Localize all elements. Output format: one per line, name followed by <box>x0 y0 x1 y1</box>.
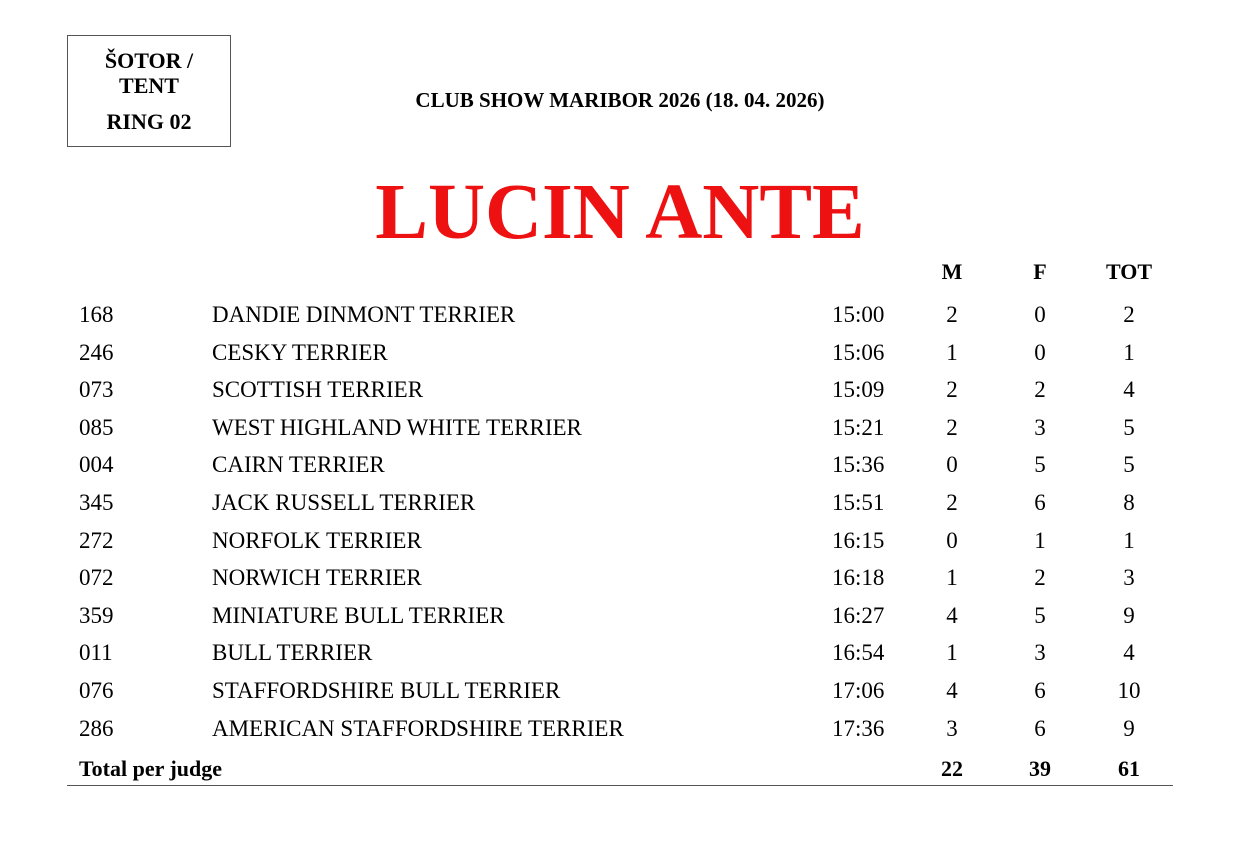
count-male: 2 <box>946 415 958 440</box>
table-row <box>0 716 1240 746</box>
breed-number: 073 <box>79 377 114 402</box>
count-male: 0 <box>946 528 958 553</box>
breed-name: NORFOLK TERRIER <box>212 528 422 553</box>
table-row <box>0 452 1240 482</box>
count-female: 0 <box>1034 340 1046 365</box>
judging-time: 15:00 <box>832 302 885 327</box>
total-m: 22 <box>941 756 963 781</box>
count-total: 4 <box>1123 377 1135 402</box>
count-female: 1 <box>1034 528 1046 553</box>
judge-name: LUCIN ANTE <box>375 169 865 256</box>
breed-number: 004 <box>79 452 114 477</box>
breed-number: 345 <box>79 490 114 515</box>
total-f: 39 <box>1029 756 1051 781</box>
judging-time: 15:36 <box>832 452 885 477</box>
judging-time: 17:06 <box>832 678 885 703</box>
total-divider <box>67 785 1173 786</box>
table-row <box>0 603 1240 633</box>
breed-name: CAIRN TERRIER <box>212 452 385 477</box>
count-total: 9 <box>1123 716 1135 741</box>
count-male: 0 <box>946 452 958 477</box>
count-total: 10 <box>1117 678 1141 703</box>
total-label: Total per judge <box>79 756 223 781</box>
breed-name: NORWICH TERRIER <box>212 565 422 590</box>
breed-name: BULL TERRIER <box>212 640 373 665</box>
count-male: 1 <box>946 340 958 365</box>
judging-time: 16:18 <box>832 565 885 590</box>
count-total: 3 <box>1123 565 1135 590</box>
judging-time: 16:54 <box>832 640 885 665</box>
breed-number: 072 <box>79 565 114 590</box>
breed-number: 168 <box>79 302 114 327</box>
count-female: 6 <box>1034 678 1046 703</box>
count-total: 5 <box>1123 452 1135 477</box>
breed-name: JACK RUSSELL TERRIER <box>212 490 476 515</box>
table-row <box>0 377 1240 407</box>
count-female: 3 <box>1034 640 1046 665</box>
breed-number: 011 <box>79 640 113 665</box>
ring-box-line-2: TENT <box>119 73 179 98</box>
total-row <box>0 756 1240 786</box>
breed-name: CESKY TERRIER <box>212 340 388 365</box>
judging-time: 15:09 <box>832 377 885 402</box>
table-row <box>0 528 1240 558</box>
ring-box-line-3: RING 02 <box>106 109 192 134</box>
table-row <box>0 640 1240 670</box>
breed-name: STAFFORDSHIRE BULL TERRIER <box>212 678 561 703</box>
count-female: 5 <box>1034 603 1046 628</box>
judging-time: 16:15 <box>832 528 885 553</box>
breed-number: 286 <box>79 716 114 741</box>
count-female: 0 <box>1034 302 1046 327</box>
breed-number: 076 <box>79 678 114 703</box>
count-male: 2 <box>946 302 958 327</box>
table-row <box>0 490 1240 520</box>
judging-time: 15:06 <box>832 340 885 365</box>
breed-name: SCOTTISH TERRIER <box>212 377 424 402</box>
breed-number: 085 <box>79 415 114 440</box>
count-male: 2 <box>946 490 958 515</box>
count-total: 8 <box>1123 490 1135 515</box>
breed-name: DANDIE DINMONT TERRIER <box>212 302 516 327</box>
count-total: 2 <box>1123 302 1135 327</box>
count-male: 1 <box>946 565 958 590</box>
breed-name: AMERICAN STAFFORDSHIRE TERRIER <box>212 716 624 741</box>
ring-box <box>67 35 231 147</box>
count-male: 2 <box>946 377 958 402</box>
column-header-f: F <box>1033 259 1047 284</box>
judging-time: 15:21 <box>832 415 885 440</box>
judging-time: 15:51 <box>832 490 885 515</box>
total-tot: 61 <box>1118 756 1140 781</box>
count-male: 4 <box>946 603 958 628</box>
count-female: 2 <box>1034 565 1046 590</box>
column-header-m: M <box>941 259 963 284</box>
count-female: 6 <box>1034 490 1046 515</box>
count-female: 5 <box>1034 452 1046 477</box>
table-row <box>0 678 1240 708</box>
breed-name: MINIATURE BULL TERRIER <box>212 603 505 628</box>
breed-number: 272 <box>79 528 114 553</box>
breed-name: WEST HIGHLAND WHITE TERRIER <box>212 415 582 440</box>
table-row <box>0 415 1240 445</box>
count-total: 1 <box>1123 340 1135 365</box>
ring-box-line-1: ŠOTOR / <box>104 48 194 73</box>
count-total: 5 <box>1123 415 1135 440</box>
show-title: CLUB SHOW MARIBOR 2026 (18. 04. 2026) <box>415 88 825 112</box>
count-total: 4 <box>1123 640 1135 665</box>
column-header-tot: TOT <box>1105 259 1153 284</box>
judging-time: 16:27 <box>832 603 885 628</box>
count-female: 2 <box>1034 377 1046 402</box>
count-total: 9 <box>1123 603 1135 628</box>
count-male: 4 <box>946 678 958 703</box>
count-female: 3 <box>1034 415 1046 440</box>
table-row <box>0 565 1240 595</box>
table-row <box>0 340 1240 370</box>
breed-number: 246 <box>79 340 114 365</box>
breed-number: 359 <box>79 603 114 628</box>
judging-time: 17:36 <box>832 716 885 741</box>
count-female: 6 <box>1034 716 1046 741</box>
count-total: 1 <box>1123 528 1135 553</box>
count-male: 3 <box>946 716 958 741</box>
table-row <box>0 302 1240 332</box>
count-male: 1 <box>946 640 958 665</box>
